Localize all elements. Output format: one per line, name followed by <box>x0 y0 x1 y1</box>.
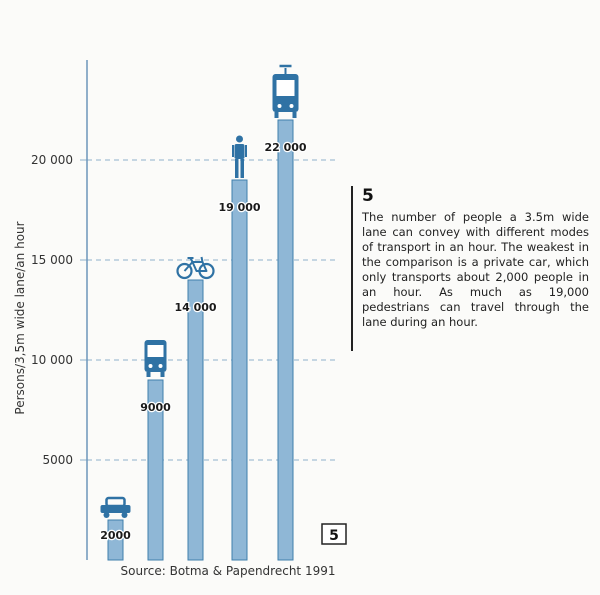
side-note-text: The number of people a 3.5m wide lane can convey with different modes of transport in an hour. The weakest in the comparison is a private car, which only transports about 2,000 people in an hour. As much as 19,000 pedestrians can travel through the lane during an hour. <box>362 210 589 329</box>
pedestrian-icon <box>232 136 247 179</box>
y-tick-label: 5000 <box>42 453 73 467</box>
bus-icon <box>145 340 167 377</box>
side-note-rule <box>351 186 353 351</box>
y-tick-label: 15 000 <box>31 253 73 267</box>
value-label: 14 000 <box>174 301 217 314</box>
car-icon <box>101 498 131 518</box>
bar-pedestrian <box>232 180 247 560</box>
y-tick-labels <box>31 153 73 467</box>
y-tick-label: 20 000 <box>31 153 73 167</box>
source-text: Source: Botma & Papendrecht 1991 <box>120 564 336 578</box>
side-note <box>351 186 591 351</box>
value-label: 9000 <box>140 401 171 414</box>
figure-number: 5 <box>329 528 339 544</box>
value-labels <box>100 141 307 542</box>
bars <box>108 120 293 560</box>
tram-icon <box>273 66 299 118</box>
value-label: 22 000 <box>264 141 307 154</box>
y-tick-label: 10 000 <box>31 353 73 367</box>
bar-bicycle <box>188 280 203 560</box>
value-label: 19 000 <box>218 201 261 214</box>
value-label: 2000 <box>100 529 131 542</box>
side-note-number: 5 <box>362 186 374 206</box>
y-axis-label: Persons/3,5m wide lane/an hour <box>13 221 27 415</box>
bar-tram <box>278 120 293 560</box>
